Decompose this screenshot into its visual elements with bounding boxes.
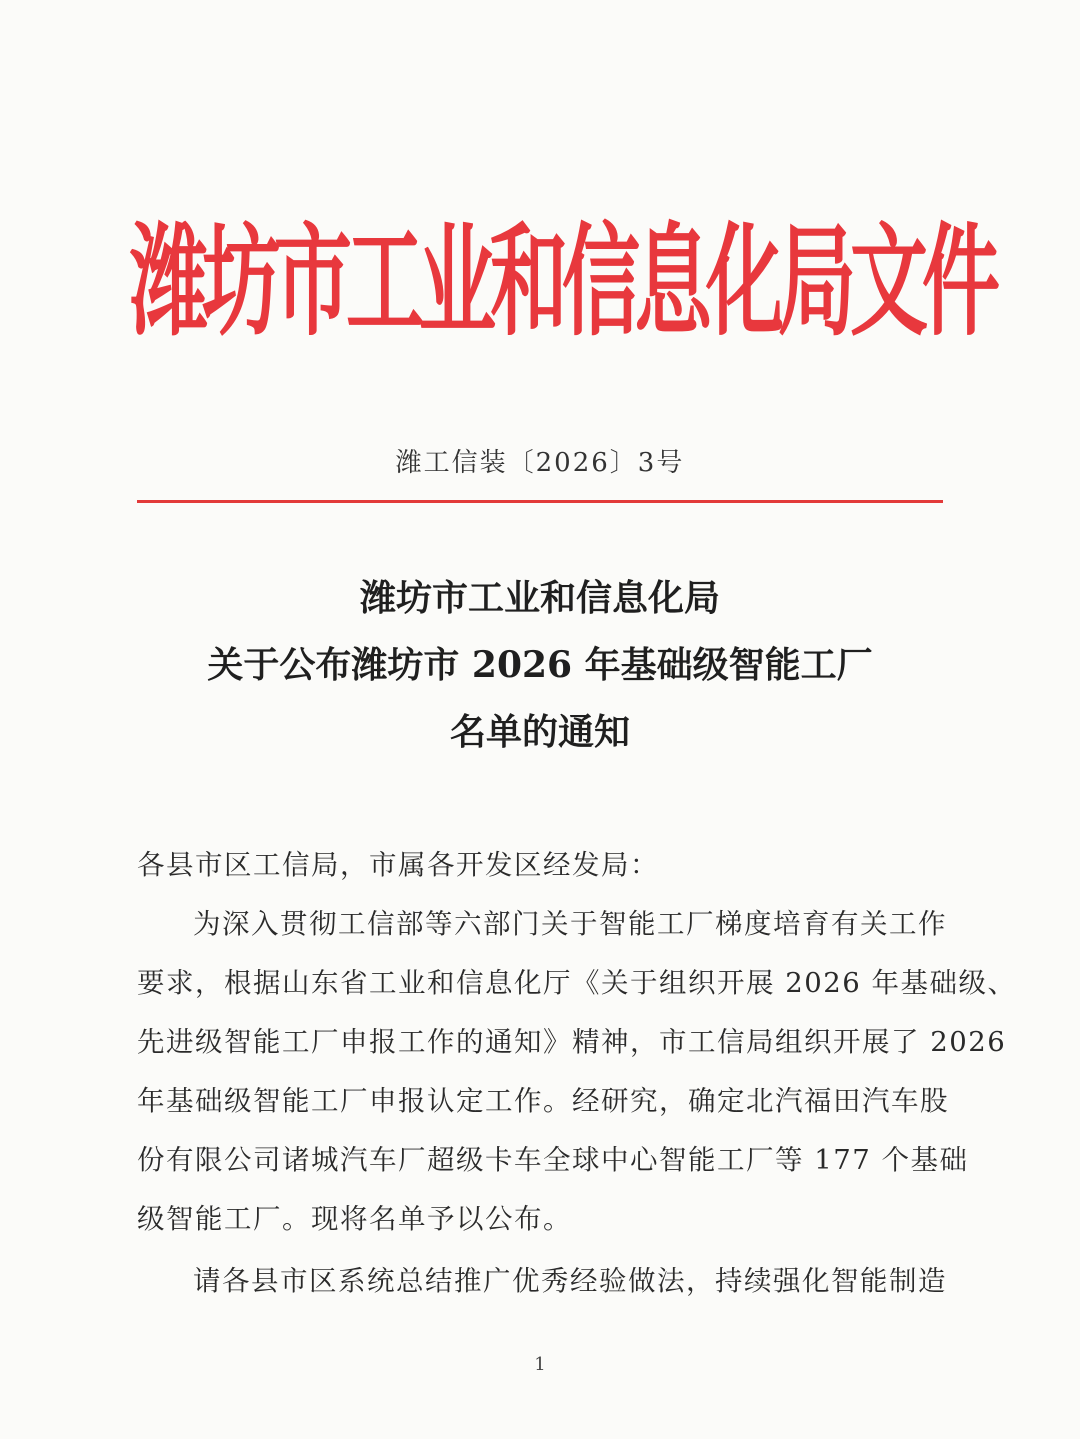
paragraph-line: 份有限公司诸城汽车厂超级卡车全球中心智能工厂等 177 个基础: [137, 1144, 969, 1176]
notice-title-line-1: 潍坊市工业和信息化局: [359, 577, 720, 619]
notice-title-line-3: 名单的通知: [449, 711, 630, 753]
paragraph-line: 先进级智能工厂申报工作的通知》精神，市工信局组织开展了 2026: [137, 1026, 1007, 1058]
document-number: 潍工信装〔2026〕3号: [395, 448, 685, 478]
paragraph-line: 为深入贯彻工信部等六部门关于智能工厂梯度培育有关工作: [193, 908, 947, 940]
paragraph-line: 请各县市区系统总结推广优秀经验做法，持续强化智能制造: [193, 1265, 947, 1297]
paragraph-line: 要求，根据山东省工业和信息化厅《关于组织开展 2026 年基础级、: [137, 967, 1017, 999]
notice-title-line-2: 关于公布潍坊市 2026 年基础级智能工厂: [207, 644, 873, 686]
page-number: 1: [534, 1354, 546, 1375]
salutation: 各县市区工信局，市属各开发区经发局：: [137, 849, 659, 881]
red-divider-line: [137, 500, 943, 503]
masthead-title: 潍坊市工业和信息化局文件: [130, 213, 995, 353]
paragraph-line: 年基础级智能工厂申报认定工作。经研究，确定北汽福田汽车股: [137, 1085, 949, 1117]
paragraph-line: 级智能工厂。现将名单予以公布。: [137, 1203, 572, 1235]
